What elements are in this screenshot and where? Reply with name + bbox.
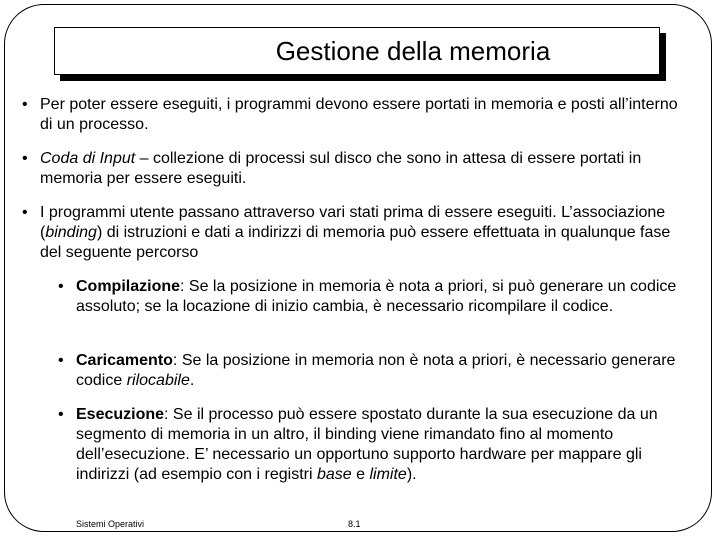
term-base: base <box>316 466 352 483</box>
bullet-dot-icon: • <box>58 278 64 295</box>
bullet-dot-icon: • <box>22 204 28 221</box>
bullet-3-text-a: I programmi utente passano attraverso vari stati prima di essere eseguiti. L’associazione ( <box>40 204 666 241</box>
bullet-dot-icon: • <box>22 96 28 113</box>
bullet-dot-icon: • <box>22 150 28 167</box>
bullet-dot-icon: • <box>58 352 64 369</box>
sub-bullet-3-text-b: e <box>351 466 370 483</box>
bullet-text-1: Per poter essere eseguiti, i programmi devono essere portati in memoria e posti all’interno di un processo. <box>40 96 678 133</box>
page-title: Gestione della memoria <box>275 35 551 66</box>
sub-bullet-2-text-b: . <box>189 372 195 389</box>
term-binding: binding <box>45 224 97 241</box>
term-limite: limite <box>369 466 407 483</box>
term-coda-di-input: Coda di Input <box>40 150 136 167</box>
sub-bullet-3-text-c: ). <box>406 466 417 483</box>
bullet-text-3 <box>40 203 690 263</box>
sub-bullet-text-1 <box>76 277 691 317</box>
term-compilazione: Compilazione <box>76 278 181 295</box>
bullet-dot-icon: • <box>58 406 64 423</box>
footer-page-number: 8.1 <box>348 519 361 529</box>
sub-bullet-2-text-a: : Se la posizione in memoria non è nota a priori, è necessario generare codice <box>76 352 676 389</box>
sub-bullet-text-2 <box>76 351 691 391</box>
term-esecuzione: Esecuzione <box>76 406 165 423</box>
term-rilocabile: rilocabile <box>126 372 190 389</box>
sub-bullet-3-text-a: : Se il processo può essere spostato durante la sua esecuzione da un segmento di memoria in un altro, il binding viene rimandato fino al momento dell’esecuzione. E’ necessario un opportuno supporto hardware per mappare gli indirizzi (ad esempio con i registri <box>76 406 658 483</box>
bullet-2-description: – collezione di processi sul disco che sono in attesa di essere portati in memoria per essere eseguiti. <box>40 150 642 187</box>
title-box <box>54 27 660 75</box>
sub-bullet-1-description: : Se la posizione in memoria è nota a priori, si può generare un codice assoluto; se la locazione di inizio cambia, è necessario ricompilare il codice. <box>76 278 677 315</box>
bullet-3-text-b: ) di istruzioni e dati a indirizzi di memoria può essere effettuata in qualunque fase del seguente percorso <box>40 224 671 261</box>
footer-course-name: Sistemi Operativi <box>76 519 145 529</box>
sub-bullet-text-3 <box>76 405 691 485</box>
term-caricamento: Caricamento <box>76 352 173 369</box>
bullet-text-2 <box>40 149 690 189</box>
